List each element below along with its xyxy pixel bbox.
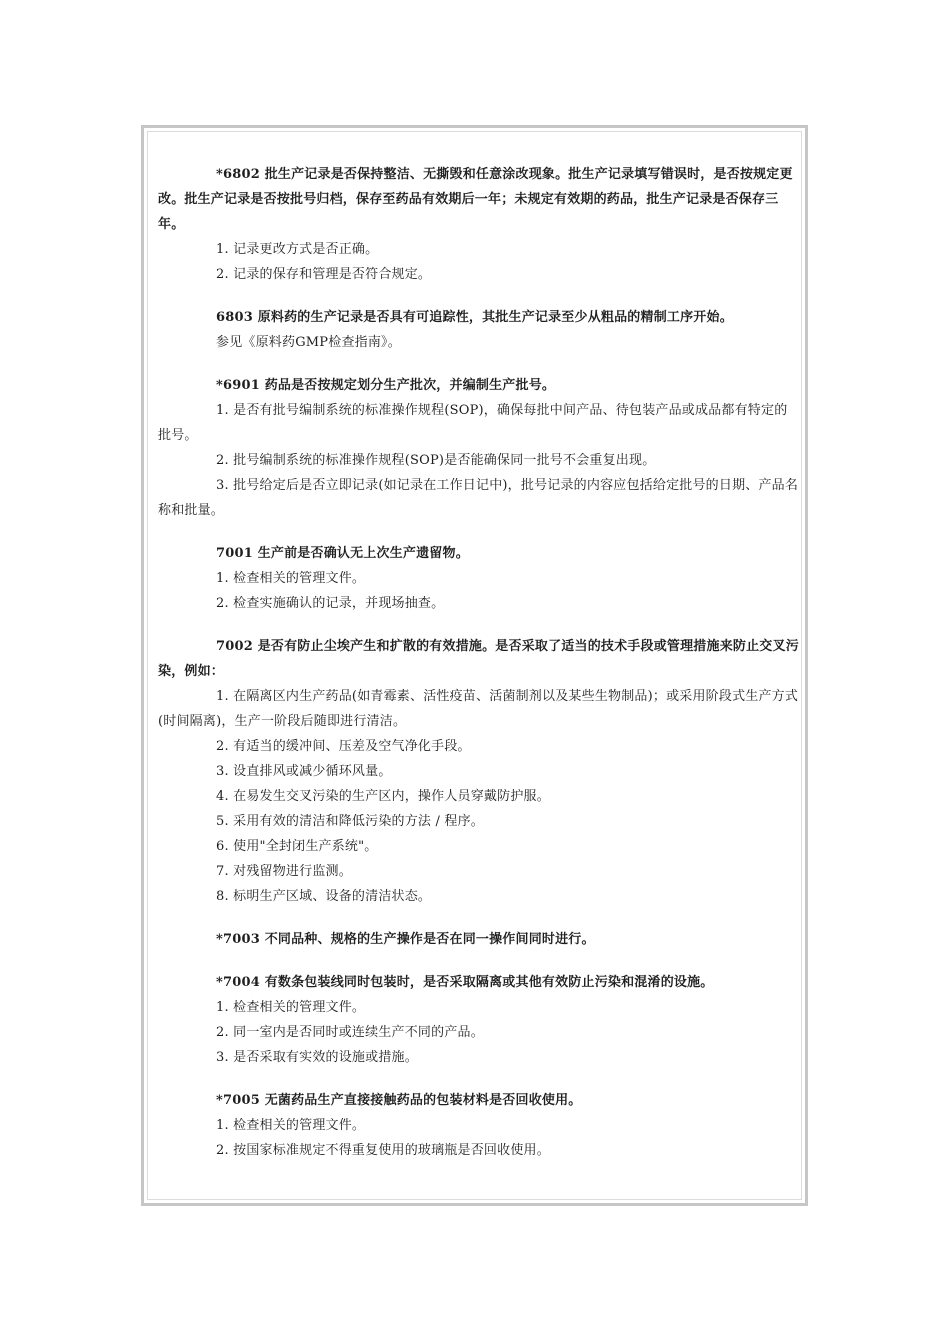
section-item: 6. 使用"全封闭生产系统"。 (216, 839, 378, 854)
section-item: 3. 批号给定后是否立即记录(如记录在工作日记中)，批号记录的内容应包括给定批号的日期、产品名称和批量。 (158, 478, 799, 518)
section-item: 8. 标明生产区域、设备的清洁状态。 (216, 889, 432, 904)
section-item: 1. 检查相关的管理文件。 (216, 571, 366, 586)
section-item: 1. 检查相关的管理文件。 (216, 1000, 366, 1015)
section-item: 3. 是否采取有实效的设施或措施。 (216, 1050, 418, 1065)
section-item: 5. 采用有效的清洁和降低污染的方法 / 程序。 (216, 814, 484, 829)
checklist-section (158, 970, 800, 1070)
section-item: 4. 在易发生交叉污染的生产区内，操作人员穿戴防护服。 (216, 789, 550, 804)
section-item: 3. 设直排风或减少循环风量。 (216, 764, 392, 779)
section-heading: 7001 生产前是否确认无上次生产遗留物。 (216, 546, 469, 561)
checklist-section (158, 162, 800, 287)
checklist-section (158, 634, 800, 909)
section-item: 1. 在隔离区内生产药品(如青霉素、活性疫苗、活菌制剂以及某些生物制品)；或采用阶段式生产方式(时间隔离)，生产一阶段后随即进行清洁。 (158, 689, 799, 729)
section-item: 2. 有适当的缓冲间、压差及空气净化手段。 (216, 739, 471, 754)
checklist-section (158, 305, 800, 355)
section-item: 2. 批号编制系统的标准操作规程(SOP)是否能确保同一批号不会重复出现。 (216, 453, 656, 468)
checklist-section (158, 373, 800, 523)
section-heading: *7003 不同品种、规格的生产操作是否在同一操作间同时进行。 (216, 932, 595, 947)
document-frame (141, 125, 808, 1206)
section-item: 1. 是否有批号编制系统的标准操作规程(SOP)，确保每批中间产品、待包装产品或成品都有特定的批号。 (158, 403, 788, 443)
section-heading: *6901 药品是否按规定划分生产批次，并编制生产批号。 (216, 378, 556, 393)
section-item: 2. 同一室内是否同时或连续生产不同的产品。 (216, 1025, 484, 1040)
checklist-section (158, 927, 800, 952)
checklist-section (158, 1088, 800, 1163)
section-item: 1. 检查相关的管理文件。 (216, 1118, 366, 1133)
section-heading: 6803 原料药的生产记录是否具有可追踪性，其批生产记录至少从粗品的精制工序开始。 (216, 310, 733, 325)
document-content (158, 162, 800, 1181)
section-item: 2. 按国家标准规定不得重复使用的玻璃瓶是否回收使用。 (216, 1143, 550, 1158)
section-heading: 7002 是否有防止尘埃产生和扩散的有效措施。是否采取了适当的技术手段或管理措施来防止交叉污染，例如： (158, 639, 799, 679)
section-heading: *7004 有数条包装线同时包装时，是否采取隔离或其他有效防止污染和混淆的设施。 (216, 975, 714, 990)
section-item: 2. 检查实施确认的记录，并现场抽查。 (216, 596, 445, 611)
section-item: 参见《原料药GMP检查指南》。 (216, 335, 401, 350)
section-item: 1. 记录更改方式是否正确。 (216, 242, 379, 257)
section-item: 7. 对残留物进行监测。 (216, 864, 352, 879)
checklist-section (158, 541, 800, 616)
section-heading: *6802 批生产记录是否保持整洁、无撕毁和任意涂改现象。批生产记录填写错误时，是否按规定更改。批生产记录是否按批号归档，保存至药品有效期后一年；未规定有效期的药品，批生产记录是否保存三年。 (158, 167, 793, 232)
section-heading: *7005 无菌药品生产直接接触药品的包装材料是否回收使用。 (216, 1093, 582, 1108)
section-item: 2. 记录的保存和管理是否符合规定。 (216, 267, 432, 282)
